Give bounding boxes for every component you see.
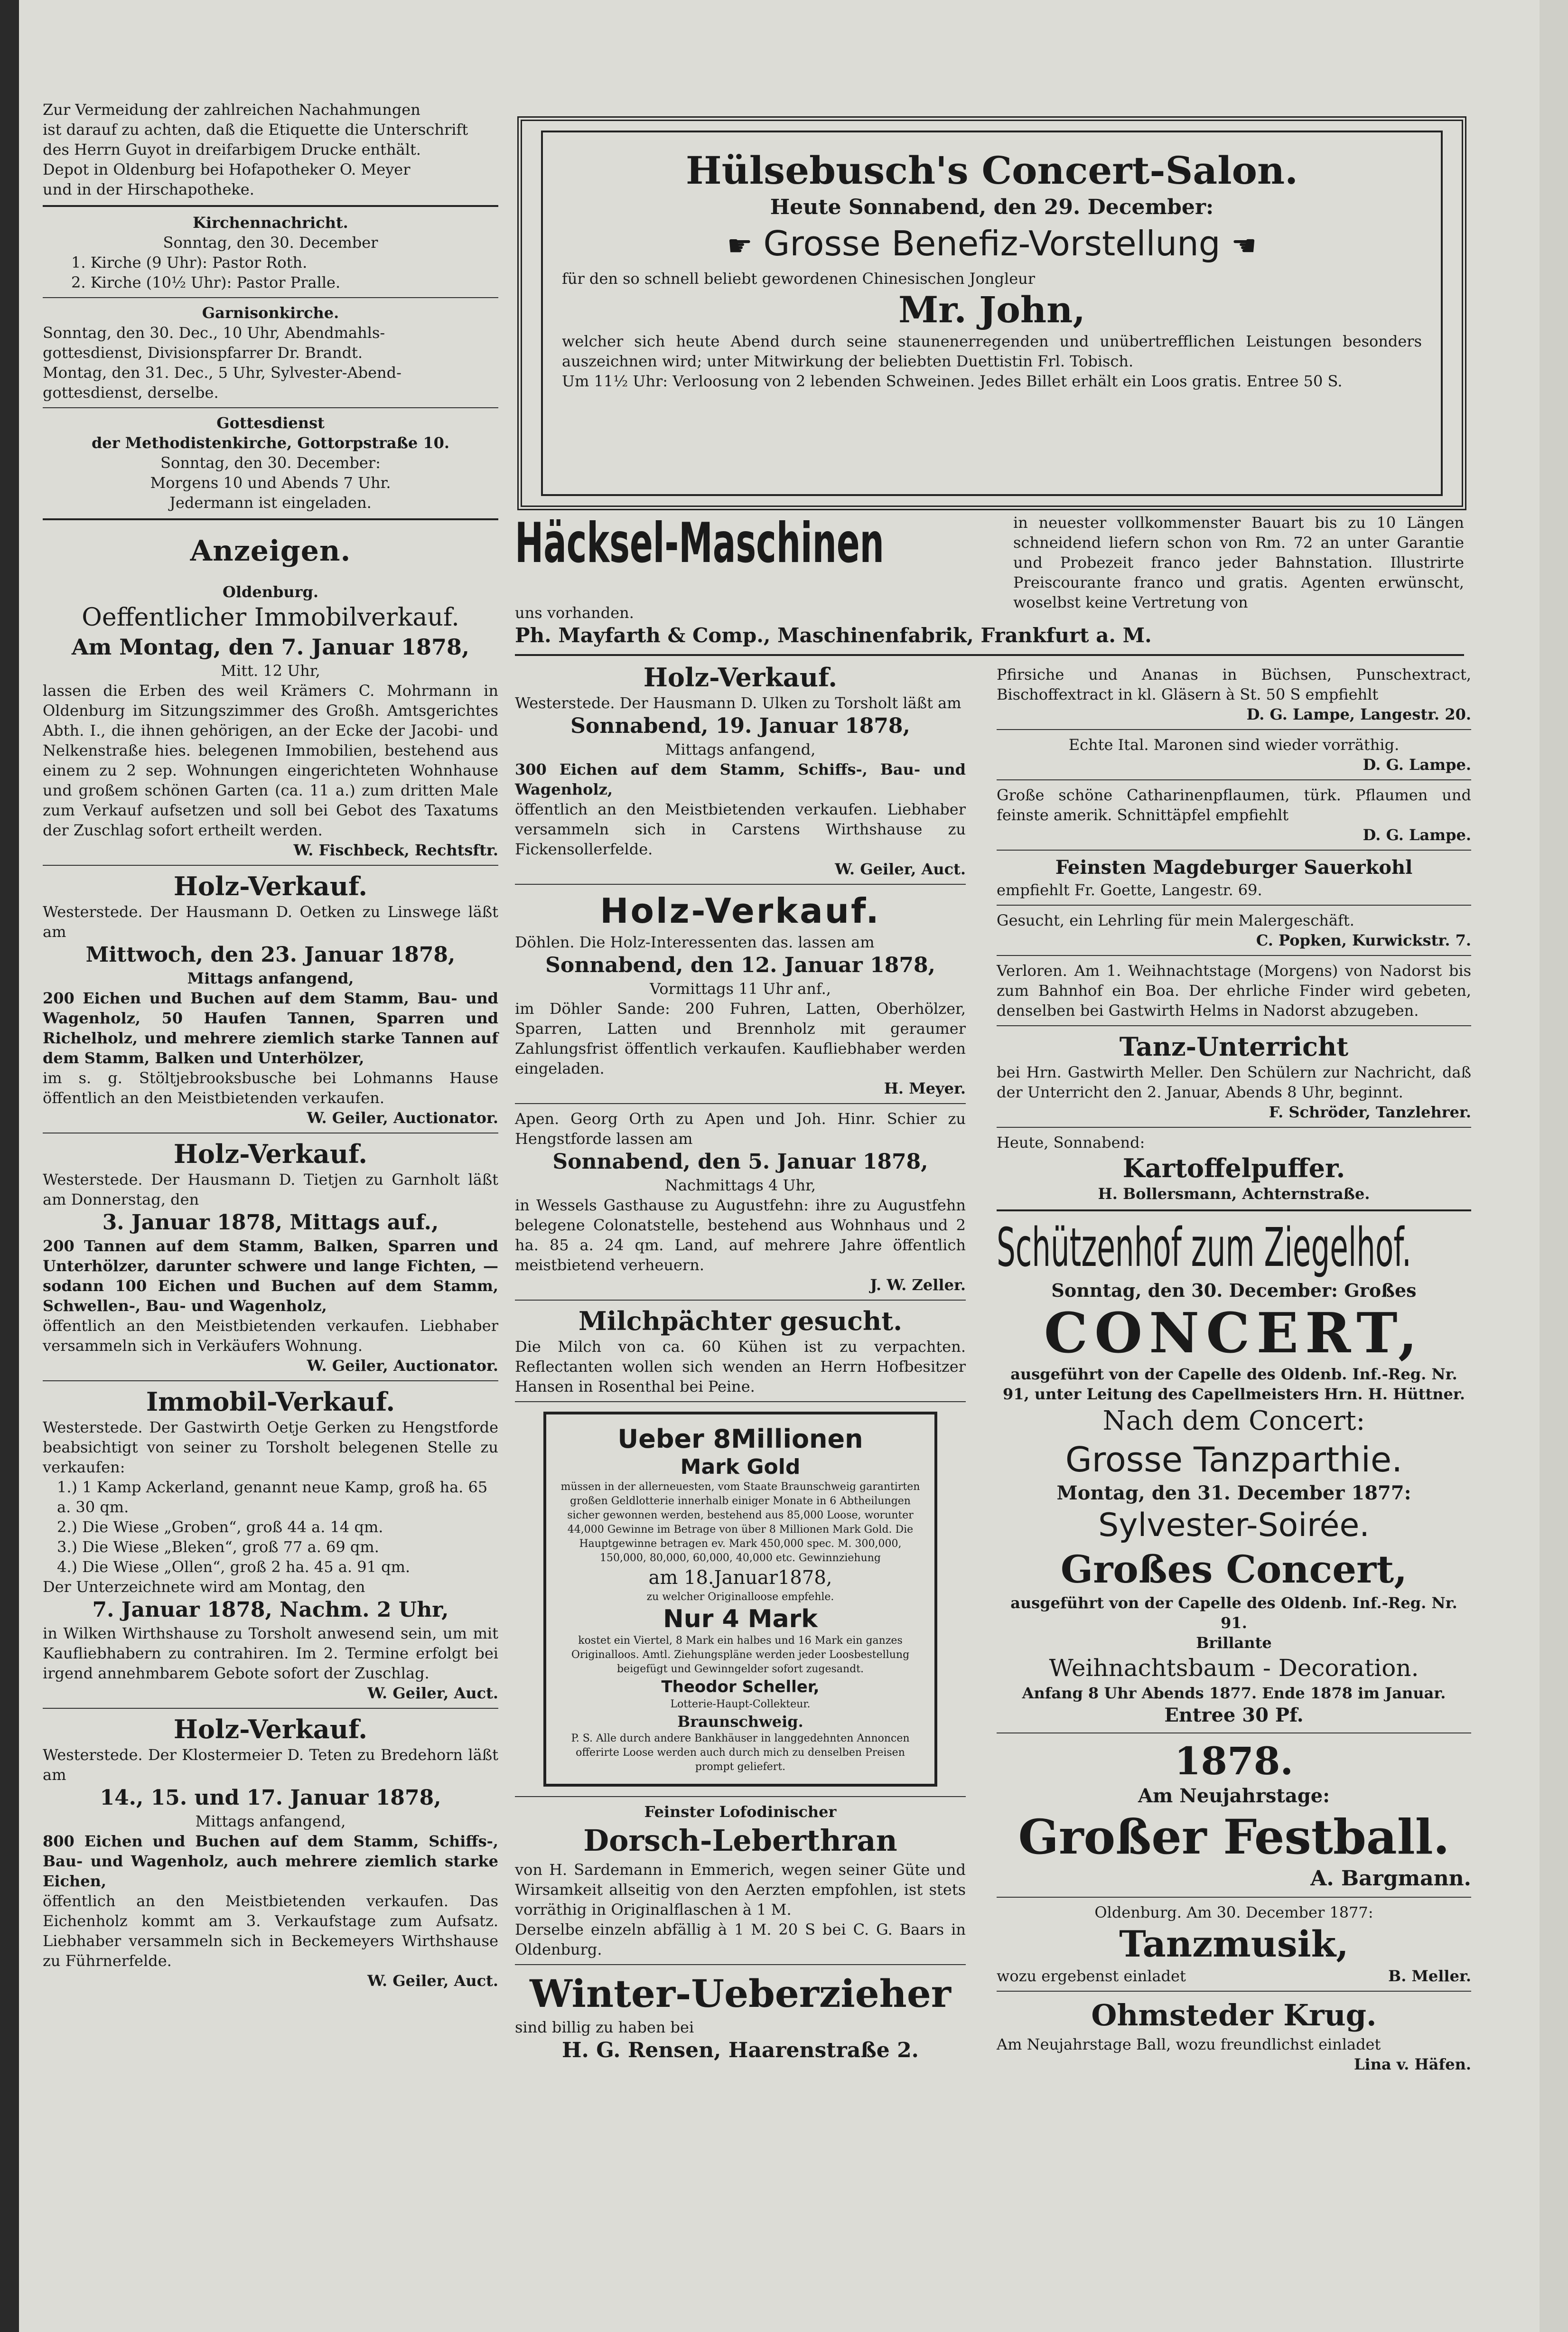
- immobil-item: 3.) Die Wiese „Bleken“, groß 77 a. 69 qm.: [57, 1538, 379, 1556]
- divider: [997, 779, 1471, 780]
- intro-line: ist darauf zu achten, daß die Etiquette die Unterschrift: [43, 121, 468, 139]
- benefiz-headline: Grosse Benefiz-Vorstellung: [763, 224, 1221, 263]
- immobil-date: 7. Januar 1878, Nachm. 2 Uhr,: [92, 1598, 449, 1622]
- intro-line: Zur Vermeidung der zahlreichen Nachahmungen: [43, 101, 420, 119]
- divider: [43, 518, 498, 520]
- column-3: [997, 665, 1471, 2074]
- divider: [997, 729, 1471, 730]
- haeckel-right-text: in neuester vollkommenster Bauart bis zu 10 Längen schneidend liefern schon von Rm. 72 an unter Garantie und Probezeit franco jeder Bahnstation. Illustrirte Preiscourante franco und gratis. Agenten erwünscht, woselbst keine Vertretung von: [1013, 514, 1464, 611]
- gottesdienst-line: Morgens 10 und Abends 7 Uhr.: [150, 474, 391, 492]
- divider: [997, 1897, 1471, 1898]
- holz-b-body: Döhlen. Die Holz-Interessenten das. lassen am: [515, 933, 875, 951]
- maronen-ad: Echte Ital. Maronen sind wieder vorräthig.: [1068, 736, 1400, 754]
- holz1-items: 200 Eichen und Buchen auf dem Stamm, Bau- und Wagenholz, 50 Haufen Tannen, Sparren und Richelholz, und mehrere ziemlich starke Tannen auf dem Stamm, Balken und Unterhölzer,: [43, 989, 498, 1067]
- intro-line: und in der Hirschapotheke.: [43, 180, 254, 198]
- tanzunterricht-body: bei Hrn. Gastwirth Meller. Den Schülern zur Nachricht, daß der Unterricht den 2. Januar, Abends 8 Uhr, beginnt.: [997, 1063, 1471, 1101]
- holz1-date: Mittwoch, den 23. Januar 1878,: [85, 943, 456, 967]
- pflaumen-signature: D. G. Lampe.: [1363, 826, 1471, 844]
- immobil-item: 2.) Die Wiese „Groben“, groß 44 a. 14 qm.: [57, 1518, 383, 1536]
- concert-salon-title: Hülsebusch's Concert-Salon.: [686, 148, 1298, 193]
- haeckel-left-text: uns vorhanden.: [515, 604, 634, 622]
- garnison-line: gottesdienst, derselbe.: [43, 384, 219, 402]
- holz1-signature: W. Geiler, Auctionator.: [307, 1109, 498, 1127]
- pfirsiche-signature: D. G. Lampe, Langestr. 20.: [1246, 705, 1471, 723]
- lehrling-ad: Gesucht, ein Lehrling für mein Malergeschäft.: [997, 911, 1354, 929]
- sauerkohl-ad: Feinsten Magdeburger Sauerkohl: [1055, 856, 1413, 879]
- holz-b-time: Vormittags 11 Uhr anf.,: [650, 980, 831, 998]
- divider: [43, 1380, 498, 1381]
- concert-body: ausgeführt von der Capelle des Oldenb. Inf.-Reg. Nr. 91, unter Leitung des Capellmeisters Hrn. H. Hüttner.: [1003, 1365, 1465, 1403]
- apen-time: Nachmittags 4 Uhr,: [664, 1176, 816, 1194]
- lotto-body: müssen in der allerneuesten, vom Staate Braunschweig garantirten großen Geldlotterie innerhalb einiger Monate in 6 Abtheilungen sicher gewonnen werden, bestehend aus 85,000 Loose, worunter 44,000 Gewinne im Betrage von über 8 Millionen Mark Gold. Die Hauptgewinne betragen ev. Mark 450,000 spec. M. 300,000, 150,000, 80,000, 60,000, 40,000 etc. Gewinnziehung: [560, 1481, 920, 1564]
- divider: [515, 884, 966, 885]
- gottesdienst-title: Gottesdienst: [216, 414, 325, 432]
- concert-heading: CONCERT,: [1044, 1301, 1424, 1366]
- apen-date: Sonnabend, den 5. Januar 1878,: [552, 1150, 928, 1174]
- immobil-item: 4.) Die Wiese „Ollen“, groß 2 ha. 45 a. 91 qm.: [57, 1558, 411, 1576]
- tanzunterricht-title: Tanz-Unterricht: [1119, 1031, 1349, 1062]
- lotto-sub: Mark Gold: [680, 1455, 801, 1479]
- divider: [515, 1796, 966, 1797]
- immobil-signature: W. Geiler, Auct.: [367, 1684, 498, 1702]
- intro-notice: [43, 100, 498, 199]
- holz1-body: Westerstede. Der Hausmann D. Oetken zu Linswege läßt am: [43, 903, 498, 941]
- holz3-title: Holz-Verkauf.: [173, 1714, 368, 1744]
- grosses-concert: Großes Concert,: [1060, 1547, 1408, 1592]
- holz1-end: im s. g. Stöltjebrooksbusche bei Lohmanns Hause öffentlich an den Meistbietenden verkaufen.: [43, 1069, 498, 1107]
- weihnachtsbaum: Weihnachtsbaum - Decoration.: [1049, 1654, 1419, 1682]
- lotto-firm2: Lotterie-Haupt-Collekteur.: [670, 1698, 811, 1710]
- holz-a-date: Sonnabend, 19. Januar 1878,: [570, 714, 910, 738]
- immo-body: lassen die Erben des weil Krämers C. Mohrmann in Oldenburg im Sitzungszimmer des Großh. Amtsgerichtes Abth. I., die ihnen gehörigen, an der Ecke der Jacobi- und Nelkenstraße hies. belegenen Immobilien, bestehend aus einem zu 2 sep. Wohnungen eingerichteten Wohnhause und großem schönen Garten (ca. 11 a.) zum dritten Male zum Verkauf aufsetzen und soll bei Gebot des Taxatums der Zuschlag sofort ertheilt werden.: [43, 682, 498, 839]
- divider: [515, 1300, 966, 1301]
- divider: [997, 1209, 1471, 1211]
- lotto-fine: kostet ein Viertel, 8 Mark ein halbes und 16 Mark ein ganzes Originalloos. Amtl. Ziehungspläne werden jeder Loosbestellung beigefügt und Gewinngelder sofort zugesandt.: [571, 1635, 910, 1675]
- lotto-title: Ueber 8Millionen: [617, 1424, 863, 1454]
- winter-firm: H. G. Rensen, Haarenstraße 2.: [561, 2038, 919, 2062]
- brillante: Brillante: [1196, 1634, 1272, 1652]
- immo-time: Mitt. 12 Uhr,: [221, 662, 320, 680]
- holz-b-date: Sonnabend, den 12. Januar 1878,: [545, 953, 935, 977]
- holz3-end: öffentlich an den Meistbietenden verkaufen. Das Eichenholz kommt am 3. Verkaufstage zum Aufsatz. Liebhaber versammeln sich in Beckemeyers Wirthshause zu Führnerfelde.: [43, 1892, 498, 1970]
- garnison-line: gottesdienst, Divisionspfarrer Dr. Brandt.: [43, 344, 363, 362]
- kirchen-line: Sonntag, den 30. December: [163, 234, 378, 252]
- holz1-time: Mittags anfangend,: [187, 969, 354, 987]
- bargmann: A. Bargmann.: [1310, 1866, 1471, 1891]
- immo-place: Oldenburg.: [222, 583, 319, 601]
- lottery-ad: [543, 1412, 937, 1787]
- immo-title: Oeffentlicher Immobilverkauf.: [82, 603, 459, 632]
- kirchen-line: 1. Kirche (9 Uhr): Pastor Roth.: [71, 253, 308, 272]
- lotto-ps: P. S. Alle durch andere Bankhäuser in langgedehnten Annoncen offerirte Loose werden auch durch mich zu denselben Preisen prompt geliefert.: [571, 1733, 910, 1773]
- divider: [43, 407, 498, 408]
- schuetzenhof-title: Schützenhof zum Ziegelhof.: [997, 1217, 1411, 1279]
- column-2-body: [515, 662, 966, 2064]
- montag-date: Montag, den 31. December 1877:: [1056, 1482, 1411, 1504]
- grosses-body: ausgeführt von der Capelle des Oldenb. Inf.-Reg. Nr. 91.: [1010, 1594, 1457, 1632]
- divider: [997, 850, 1471, 851]
- lotto-mid: zu welcher Originalloose empfehle.: [646, 1591, 834, 1603]
- sylvester-soiree: Sylvester-Soirée.: [1098, 1507, 1370, 1544]
- tanzparthie: Grosse Tanzparthie.: [1065, 1440, 1403, 1480]
- anzeigen-heading: Anzeigen.: [190, 534, 351, 568]
- pointing-hand-left-icon: ☚: [1231, 229, 1257, 263]
- divider: [43, 865, 498, 866]
- divider: [515, 1103, 966, 1104]
- holz3-items: 800 Eichen und Buchen auf dem Stamm, Schiffs-, Bau- und Wagenholz, auch mehrere ziemlich starke Eichen,: [43, 1832, 498, 1890]
- holz-b-end: im Döhler Sande: 200 Fuhren, Latten, Oberhölzer, Sparren, Latten und Brennholz mit geraumer Zahlungsfrist öffentlich verkaufen. Kaufliebhaber werden eingeladen.: [515, 1000, 966, 1077]
- holz2-body: Westerstede. Der Hausmann D. Tietjen zu Garnholt läßt am Donnerstag, den: [43, 1171, 498, 1208]
- neujahrstag: Am Neujahrstage:: [1138, 1785, 1330, 1807]
- tanzmusik: Tanzmusik,: [1119, 1923, 1349, 1965]
- immo-signature: W. Fischbeck, Rechtsftr.: [293, 841, 498, 859]
- lotto-price: Nur 4 Mark: [663, 1605, 818, 1633]
- benefiz-body: welcher sich heute Abend durch seine staunenerregenden und unübertrefflichen Leistungen besonders auszeichnen wird; unter Mitwirkung der beliebten Duettistin Frl. Tobisch.: [562, 332, 1422, 371]
- kartoffel-signature: H. Bollersmann, Achternstraße.: [1098, 1185, 1370, 1203]
- divider: [515, 654, 1464, 656]
- anfang-ende: Anfang 8 Uhr Abends 1877. Ende 1878 im Januar.: [1022, 1684, 1446, 1702]
- kirchen-line: 2. Kirche (10½ Uhr): Pastor Pralle.: [71, 273, 341, 291]
- meller: B. Meller.: [1388, 1967, 1471, 1985]
- lotto-date: am 18.Januar1878,: [648, 1567, 832, 1589]
- holz-a-time: Mittags anfangend,: [665, 740, 816, 759]
- apen-end: in Wessels Gasthause zu Augustfehn: ihre zu Augustfehn belegene Colonatstelle, bestehend aus Wohnhaus und 2 ha. 85 a. 24 qm. Land, auf mehrere Jahre öffentlich meistbietend verheuern.: [515, 1196, 966, 1274]
- immobil-title: Immobil-Verkauf.: [146, 1386, 395, 1417]
- maronen-signature: D. G. Lampe.: [1363, 756, 1471, 774]
- gottesdienst-line: Jedermann ist eingeladen.: [169, 494, 372, 512]
- schuetzenhof-date: Sonntag, den 30. December: Großes: [1051, 1280, 1417, 1301]
- concert-salon-inner: [541, 131, 1443, 496]
- immobil-item: 1.) 1 Kamp Ackerland, genannt neue Kamp, groß ha. 65 a. 30 qm.: [57, 1478, 488, 1516]
- immobil-body: Westerstede. Der Gastwirth Oetje Gerken zu Hengstforde beabsichtigt von seiner zu Torsholt belegenen Stelle zu verkaufen:: [43, 1418, 498, 1476]
- holz3-body: Westerstede. Der Klostermeier D. Teten zu Bredehorn läßt am: [43, 1746, 498, 1784]
- nach-concert: Nach dem Concert:: [1102, 1405, 1365, 1436]
- oldenburg-line: Oldenburg. Am 30. December 1877:: [1094, 1903, 1373, 1921]
- garnison-line: Montag, den 31. Dec., 5 Uhr, Sylvester-Abend-: [43, 364, 401, 382]
- tanzmusik-invite: wozu ergebenst einladet: [997, 1967, 1186, 1985]
- dorsch-pre: Feinster Lofodinischer: [644, 1803, 837, 1821]
- holz2-signature: W. Geiler, Auctionator.: [307, 1357, 498, 1375]
- divider: [997, 1991, 1471, 1992]
- immobil-mid: Der Unterzeichnete wird am Montag, den: [43, 1578, 365, 1596]
- winter-title: Winter-Ueberzieher: [530, 1971, 951, 2016]
- performer-name: Mr. John,: [898, 289, 1085, 331]
- ohmsteder-signature: Lina v. Häfen.: [1354, 2055, 1471, 2073]
- holz-a-end: öffentlich an den Meistbietenden verkaufen. Liebhaber versammeln sich in Carstens Wirthshause zu Fickensollerfelde.: [515, 800, 966, 858]
- scan-left-edge: [0, 0, 19, 2332]
- holz2-end: öffentlich an den Meistbietenden verkaufen. Liebhaber versammeln sich in Verkäufers Wohnung.: [43, 1317, 498, 1355]
- holz-b-signature: H. Meyer.: [884, 1079, 966, 1097]
- concert-salon-date: Heute Sonnabend, den 29. December:: [770, 195, 1214, 219]
- milch-body: Die Milch von ca. 60 Kühen ist zu verpachten. Reflectanten wollen sich wenden an Herrn Hofbesitzer Hansen in Rosenthal bei Peine.: [515, 1338, 966, 1395]
- dorsch-end: Derselbe einzeln abfällig à 1 M. 20 S bei C. G. Baars in Oldenburg.: [515, 1920, 966, 1958]
- divider: [43, 205, 498, 207]
- holz-a-body: Westerstede. Der Hausmann D. Ulken zu Torsholt läßt am: [515, 694, 961, 712]
- holz2-title: Holz-Verkauf.: [173, 1139, 368, 1169]
- winter-body: sind billig zu haben bei: [515, 2018, 694, 2036]
- divider: [997, 1127, 1471, 1128]
- column-1: [43, 100, 498, 1991]
- festball: Großer Festball.: [1018, 1809, 1450, 1865]
- divider: [997, 1025, 1471, 1026]
- pflaumen-ad: Große schöne Catharinenpflaumen, türk. Pflaumen und feinste amerik. Schnittäpfel empfiehlt: [997, 786, 1471, 824]
- holz-a-signature: W. Geiler, Auct.: [835, 860, 966, 878]
- dorsch-body: von H. Sardemann in Emmerich, wegen seiner Güte und Wirsamkeit allseitig von den Aerzten empfohlen, ist stets vorräthig in Originalflaschen à 1 M.: [515, 1861, 966, 1919]
- verloren-ad: Verloren. Am 1. Weihnachtstage (Morgens) von Nadorst bis zum Bahnhof ein Boa. Der ehrliche Finder wird gebeten, denselben bei Gastwirth Helms in Nadorst abzugeben.: [997, 962, 1471, 1020]
- haeckel-ad: [515, 513, 989, 574]
- haeckel-title: Häcksel-Maschinen: [515, 511, 884, 575]
- divider: [997, 905, 1471, 906]
- apen-body: Apen. Georg Orth zu Apen und Joh. Hinr. Schier zu Hengstforde lassen am: [515, 1110, 966, 1148]
- holz2-date: 3. Januar 1878, Mittags auf.,: [102, 1210, 439, 1235]
- haeckel-firm: Ph. Mayfarth & Comp., Maschinenfabrik, Frankfurt a. M.: [515, 624, 1152, 647]
- dorsch-title: Dorsch-Leberthran: [583, 1823, 897, 1858]
- pointing-hand-right-icon: ☛: [727, 229, 753, 263]
- immobil-end: in Wilken Wirthshause zu Torsholt anwesend sein, um mit Kaufliebhabern zu contrahiren. Im 2. Termine erfolgt bei irgend annehmbarem Gebote sofort der Zuschlag.: [43, 1624, 498, 1682]
- benefiz-body2: Um 11½ Uhr: Verloosung von 2 lebenden Schweinen. Jedes Billet erhält ein Loos gratis. Entree 50 S.: [562, 372, 1343, 391]
- divider: [997, 955, 1471, 956]
- holz3-time: Mittags anfangend,: [195, 1812, 346, 1830]
- lotto-firm: Theodor Scheller,: [661, 1677, 820, 1696]
- entree: Entree 30 Pf.: [1164, 1704, 1304, 1726]
- holz3-date: 14., 15. und 17. Januar 1878,: [100, 1786, 441, 1810]
- kartoffel-title: Kartoffelpuffer.: [1122, 1153, 1345, 1183]
- lehrling-signature: C. Popken, Kurwickstr. 7.: [1256, 931, 1471, 949]
- year-1878: 1878.: [1174, 1739, 1294, 1783]
- divider: [43, 297, 498, 298]
- holz1-title: Holz-Verkauf.: [173, 871, 368, 901]
- divider: [43, 1708, 498, 1709]
- immo-date: Am Montag, den 7. Januar 1878,: [71, 634, 470, 660]
- intro-line: Depot in Oldenburg bei Hofapotheker O. Meyer: [43, 160, 411, 178]
- holz-a-title: Holz-Verkauf.: [643, 662, 838, 693]
- scan-right-edge: [1540, 0, 1568, 2332]
- garnison-line: Sonntag, den 30. Dec., 10 Uhr, Abendmahls-: [43, 324, 385, 342]
- intro-line: des Herrn Guyot in dreifarbigem Drucke enthält.: [43, 140, 421, 159]
- apen-signature: J. W. Zeller.: [870, 1276, 966, 1294]
- holz-a-items: 300 Eichen auf dem Stamm, Schiffs-, Bau- und Wagenholz,: [515, 760, 966, 798]
- tanzmusik-footer: [997, 1966, 1471, 1986]
- concert-salon-ad: [517, 116, 1466, 510]
- pfirsiche-ad: Pfirsiche und Ananas in Büchsen, Punschextract, Bischoffextract in kl. Gläsern à St. 50 S empfiehlt: [997, 665, 1471, 703]
- holz-b-title: Holz-Verkauf.: [600, 891, 881, 931]
- divider: [515, 1401, 966, 1402]
- divider: [515, 1964, 966, 1965]
- garnison-title: Garnisonkirche.: [202, 304, 339, 322]
- gottesdienst-line: Sonntag, den 30. December:: [160, 454, 381, 472]
- kirchen-title: Kirchennachricht.: [193, 214, 348, 232]
- milch-title: Milchpächter gesucht.: [578, 1306, 903, 1336]
- ohmsteder-title: Ohmsteder Krug.: [1091, 1998, 1377, 2032]
- gottesdienst-line: der Methodistenkirche, Gottorpstraße 10.: [91, 434, 450, 452]
- tanzunterricht-signature: F. Schröder, Tanzlehrer.: [1269, 1103, 1471, 1121]
- holz2-items: 200 Tannen auf dem Stamm, Balken, Sparren und Unterhölzer, darunter schwere und lange Fichten, — sodann 100 Eichen und Buchen auf dem Stamm, Schwellen-, Bau- und Wagenholz,: [43, 1237, 498, 1315]
- kartoffel-pre: Heute, Sonnabend:: [997, 1133, 1145, 1152]
- lotto-city: Braunschweig.: [677, 1713, 803, 1731]
- ohmsteder-body: Am Neujahrstage Ball, wozu freundlichst einladet: [997, 2035, 1381, 2053]
- benefiz-sub: für den so schnell beliebt gewordenen Chinesischen Jongleur: [562, 270, 1036, 288]
- holz3-signature: W. Geiler, Auct.: [367, 1972, 498, 1990]
- sauerkohl-signature: empfiehlt Fr. Goette, Langestr. 69.: [997, 881, 1262, 899]
